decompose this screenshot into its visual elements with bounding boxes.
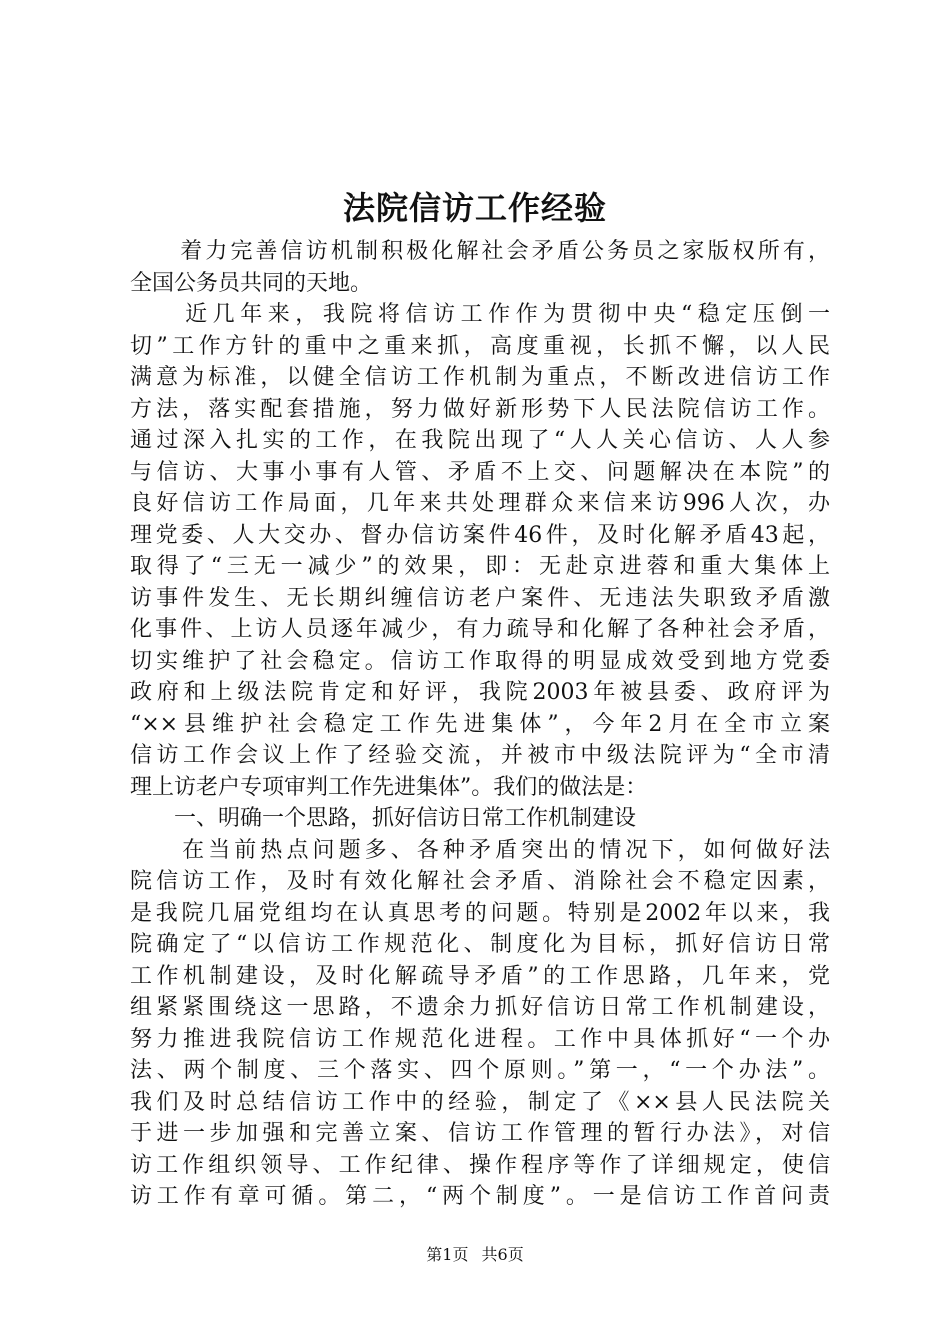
text-line: 切实维护了社会稳定。信访工作取得的明显成效受到地方党委 [130,648,830,674]
text-line: 访工作有章可循。第二，“两个制度”。一是信访工作首问责 [130,1184,830,1209]
text-line: 方法，落实配套措施，努力做好新形势下人民法院信访工作。 [130,396,830,422]
text-line: 于进一步加强和完善立案、信访工作管理的暂行办法》，对信 [130,1121,830,1146]
page-number: 第1页 [426,1245,469,1264]
text-line: 与信访、大事小事有人管、矛盾不上交、问题解决在本院”的 [130,459,830,485]
text-line: 法、两个制度、三个落实、四个原则。”第一，“一个办法”。 [130,1058,830,1083]
text-line: 是我院几届党组均在认真思考的问题。特别是2002年以来，我 [130,900,830,926]
text-line: 我们及时总结信访工作中的经验，制定了《××县人民法院关 [130,1089,830,1115]
text-line: 院信访工作，及时有效化解社会矛盾、消除社会不稳定因素， [130,869,830,894]
text-line: 院确定了“以信访工作规范化、制度化为目标，抓好信访日常 [130,932,830,957]
document-body [130,236,830,1213]
page-footer [0,1243,950,1267]
text-line: 着力完善信访机制积极化解社会矛盾公务员之家版权所有， [130,239,830,264]
text-line: 工作机制建设，及时化解疏导矛盾”的工作思路，几年来，党 [130,963,830,989]
text-line: 满意为标准，以健全信访工作机制为重点，不断改进信访工作 [130,365,830,390]
text-line: 访工作组织领导、工作纪律、操作程序等作了详细规定，使信 [130,1152,830,1178]
page-total: 共6页 [481,1245,524,1264]
text-line: 理上访老户专项审判工作先进集体”。我们的做法是： [130,774,648,800]
text-line: 全国公务员共同的天地。 [130,270,373,296]
page-title: 法院信访工作经验 [342,189,607,227]
text-line: 访事件发生、无长期纠缠信访老户案件、无违法失职致矛盾激 [130,585,830,611]
text-line: 切”工作方针的重中之重来抓，高度重视，长抓不懈，以人民 [130,333,830,359]
text-line: 组紧紧围绕这一思路，不遗余力抓好信访日常工作机制建设， [130,995,830,1020]
section-heading: 一、明确一个思路，抓好信访日常工作机制建设 [130,806,637,831]
text-line: 良好信访工作局面，几年来共处理群众来信来访996人次，办 [130,491,830,516]
text-line: “××县维护社会稳定工作先进集体”，今年2月在全市立案 [130,711,830,737]
text-line: 化事件、上访人员逐年减少，有力疏导和化解了各种社会矛盾， [130,617,830,642]
text-line: 取得了“三无一减少”的效果，即：无赴京进蓉和重大集体上 [130,554,830,579]
text-line: 在当前热点问题多、各种矛盾突出的情况下，如何做好法 [130,837,830,863]
text-line: 理党委、人大交办、督办信访案件46件，及时化解矛盾43起， [130,522,830,548]
text-line: 政府和上级法院肯定和好评，我院2003年被县委、政府评为 [130,680,830,705]
text-line: 信访工作会议上作了经验交流，并被市中级法院评为“全市清 [130,743,830,768]
text-line: 通过深入扎实的工作，在我院出现了“人人关心信访、人人参 [130,428,830,453]
text-line: 努力推进我院信访工作规范化进程。工作中具体抓好“一个办 [130,1026,830,1052]
text-line: 近几年来，我院将信访工作作为贯彻中央“稳定压倒一 [130,302,830,327]
